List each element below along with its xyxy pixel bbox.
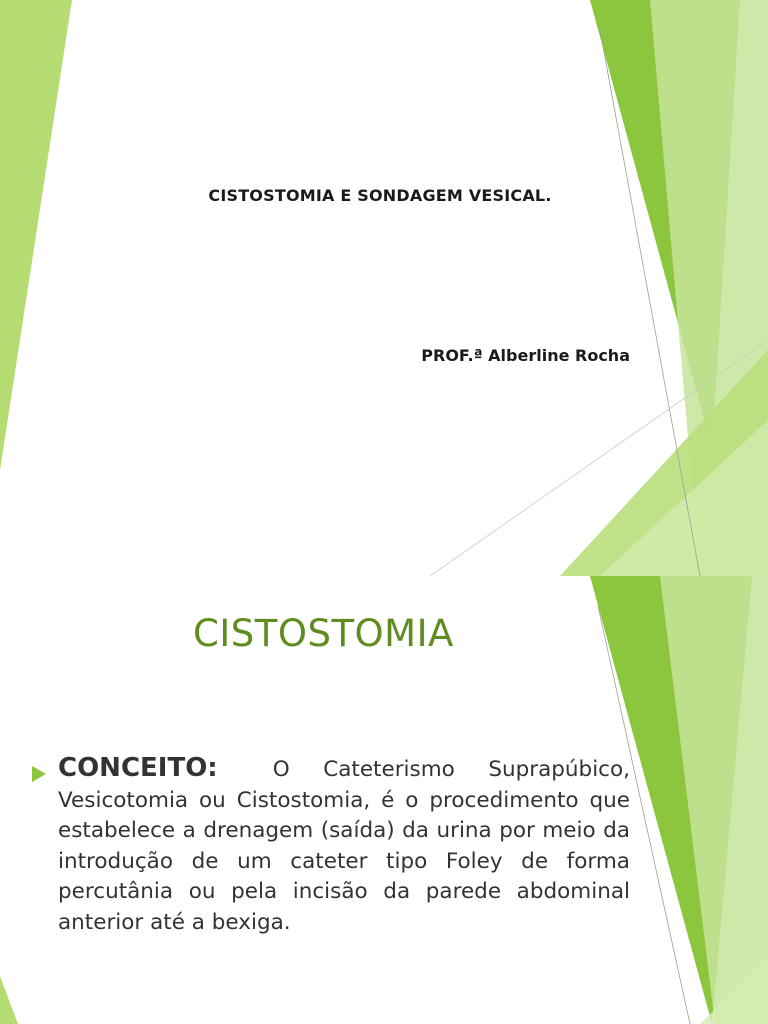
left-green-shape [0, 0, 72, 470]
bullet-triangle-icon [32, 766, 46, 782]
author-name: PROF.ª Alberline Rocha [421, 346, 630, 365]
concept-text: O Cateterismo Suprapúbico, Vesicotomia ou Cistostomia, é o procedimento que estabelece a drenagem (saída) da urina por meio da introdução de um cateter tipo Foley de forma percutânia ou pela incisão da parede abdominal anterior até a bexiga. [58, 757, 630, 935]
left-green-shape [0, 976, 18, 1024]
slide-title: CISTOSTOMIA [193, 612, 454, 655]
concept-label: CONCEITO: [58, 753, 218, 783]
content-slide [0, 576, 768, 1024]
concept-paragraph [58, 753, 630, 939]
presentation-title: CISTOSTOMIA E SONDAGEM VESICAL. [208, 186, 552, 205]
